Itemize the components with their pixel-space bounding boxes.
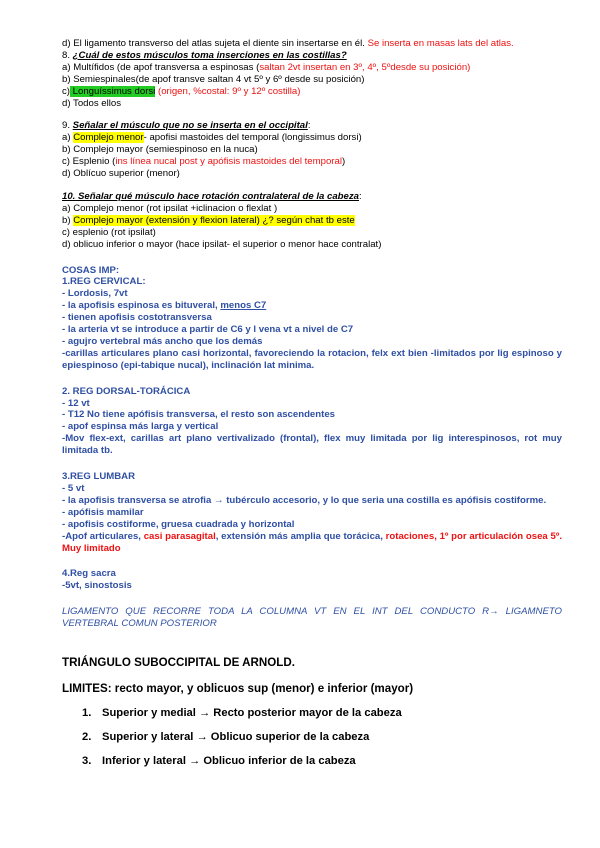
q8-option-d: d) Todos ellos xyxy=(62,97,122,109)
q9-a-highlight: Complejo menor xyxy=(73,132,144,144)
lumbar-line-1: - 5 vt xyxy=(62,483,85,494)
q10-heading: 10. Señalar qué músculo hace rotación contralateral de la cabeza: xyxy=(62,190,362,202)
q9-option-c: c) Esplenio (ins línea nucal post y apófisis mastoides del temporal) xyxy=(62,156,346,168)
cervical-title: 1.REG CERVICAL: xyxy=(62,276,146,288)
dorsal-line-3: - apof espinsa más larga y vertical xyxy=(62,421,219,433)
q8-heading: 8. ¿Cuál de estos músculos toma inserciones en las costillas? xyxy=(62,49,347,61)
q9-option-d: d) Oblícuo superior (menor) xyxy=(62,168,180,180)
dorsal-line-4: -Mov flex-ext, carillas art plano vertivalizado (frontal), flex muy limitada por lig interespinosos, rot muy limitada tb. xyxy=(62,433,562,457)
lumbar-line-2: - la apofisis transversa se atrofia → tubérculo accesorio, y lo que seria una costilla es apófisis costiforme. xyxy=(62,494,547,506)
q7-option-d: d) El ligamento transverso del atlas sujeta el diente sin insertarse en él. Se inserta en masas lats del atlas. xyxy=(62,38,514,49)
lumbar-line-3: - apófisis mamilar xyxy=(62,506,144,518)
q10-title: 10. Señalar qué músculo hace rotación contralateral de la cabeza xyxy=(62,190,359,202)
lumbar-line-5: -Apof articulares, casi parasagital, extensión más amplia que torácica, rotaciones, 1º por articulación osea 5º. Muy limitado xyxy=(62,530,562,554)
ligament-note: LIGAMENTO QUE RECORRE TODA LA COLUMNA VT EN EL INT DEL CONDUCTO R→ LIGAMNETO VERTEBRAL COMUN POSTERIOR xyxy=(62,606,562,630)
notes-heading: COSAS IMP: xyxy=(62,264,120,276)
q9-heading: 9. Señalar el músculo que no se inserta en el occipital: xyxy=(62,120,311,132)
q9-option-b: b) Complejo mayor (semiespinoso en la nuca) xyxy=(62,144,258,156)
dorsal-line-2: - T12 No tiene apófisis transversa, el resto son ascendentes xyxy=(62,409,335,421)
arnold-item-1: 1. Superior y medial → Recto posterior mayor de la cabeza xyxy=(82,707,402,720)
cervical-line-5: - agujro vertebral más ancho que los demás xyxy=(62,335,263,347)
q10-option-c: c) esplenio (rot ipsilat) xyxy=(62,226,156,238)
dorsal-line-1: - 12 vt xyxy=(62,397,90,409)
arnold-limits: LIMITES: recto mayor, y oblicuos sup (menor) e inferior (mayor) xyxy=(62,682,414,696)
cervical-line-6: -carillas articulares plano casi horizontal, favoreciendo la rotacion, felx ext bien -limitados por lig espinoso y epiespinoso (epi-tabique nucal), inclinación lat minima. xyxy=(62,347,562,371)
cervical-line-3: - tienen apofisis costotransversa xyxy=(62,312,212,324)
q8-c-highlight: Longuíssimus dorsi xyxy=(70,85,156,97)
q7-d-note: Se inserta en masas lats del atlas. xyxy=(367,38,514,49)
q8-option-b: b) Semiespinales(de apof transve saltan 4 vt 5º y 6º desde su posición) xyxy=(62,73,365,85)
arnold-item-3: 3. Inferior y lateral → Oblicuo inferior de la cabeza xyxy=(82,755,356,768)
dorsal-title: 2. REG DORSAL-TORÁCICA xyxy=(62,385,191,397)
q9-title: Señalar el músculo que no se inserta en el occipital xyxy=(72,120,308,132)
cervical-line-2: - la apofisis espinosa es bituveral, menos C7 xyxy=(62,300,267,312)
arnold-title: TRIÁNGULO SUBOCCIPITAL DE ARNOLD. xyxy=(62,656,295,670)
q9-option-a: a) Complejo menor- apofisi mastoides del temporal (longissimus dorsi) xyxy=(62,132,362,144)
lumbar-line-4: - apofisis costiforme, gruesa cuadrada y horizontal xyxy=(62,518,295,530)
lumbar-title: 3.REG LUMBAR xyxy=(62,471,136,483)
q10-b-highlight: Complejo mayor (extensión y flexion lateral) ¿? según chat tb este xyxy=(73,214,355,226)
q10-option-d: d) oblicuo inferior o mayor (hace ipsilat- el superior o menor hace contralat) xyxy=(62,238,382,250)
q10-option-b: b) Complejo mayor (extensión y flexion lateral) ¿? según chat tb este xyxy=(62,214,355,226)
q8-option-a: a) Multífidos (de apof transversa a espinosas (saltan 2vt insertan en 3º, 4º, 5ºdesde su posición) xyxy=(62,61,471,73)
arnold-item-2: 2. Superior y lateral → Oblicuo superior de la cabeza xyxy=(82,731,370,744)
sacra-line-1: -5vt, sinostosis xyxy=(62,580,132,592)
document-page xyxy=(62,38,562,778)
cervical-line-4: - la arteria vt se introduce a partir de C6 y l vena vt a nivel de C7 xyxy=(62,324,354,336)
cervical-line-1: - Lordosis, 7vt xyxy=(62,288,128,300)
q8-title: ¿Cuál de estos músculos toma inserciones en las costillas? xyxy=(72,49,347,61)
sacra-title: 4.Reg sacra xyxy=(62,568,116,580)
q8-option-c: c) Longuíssimus dorsi (origen, %costal: 9º y 12º costilla) xyxy=(62,85,301,97)
q10-option-a: a) Complejo menor (rot ipsilat +iclinacion o flexlat ) xyxy=(62,202,278,214)
